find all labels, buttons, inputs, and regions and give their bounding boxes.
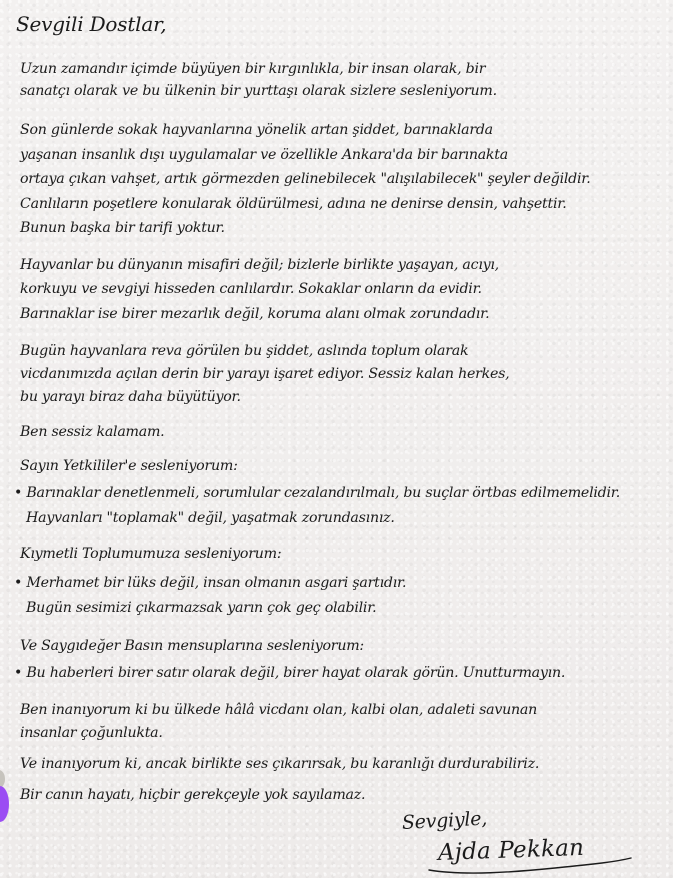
belief1-line-1: Ben inanıyorum ki bu ülkede hâlâ vicdanı olan, kalbi olan, adaleti savunan — [20, 702, 537, 718]
press-line-1: • Bu haberleri birer satır olarak değil, birer hayat olarak görün. Unutturmayın. — [14, 665, 566, 681]
belief2-line: Ve inanıyorum ki, ancak birlikte ses çıkarırsak, bu karanlığı durdurabiliriz. — [20, 756, 540, 772]
para3-line-2: vicdanımızda açılan derin bir yarayı işaret ediyor. Sessiz kalan herkes, — [20, 366, 510, 382]
society-heading: Kıymetli Toplumumuza sesleniyorum: — [20, 546, 282, 562]
intro-line-1: Uzun zamandır içimde büyüyen bir kırgınlıkla, bir insan olarak, bir — [20, 61, 486, 77]
para1-line-3: ortaya çıkan vahşet, artık görmezden gelinebilecek "alışılabilecek" şeyler değildir. — [20, 171, 591, 187]
signature: Ajda Pekkan — [437, 834, 585, 866]
officials-heading: Sayın Yetkililer'e sesleniyorum: — [20, 458, 238, 474]
statement: Ben sessiz kalamam. — [20, 424, 165, 440]
para3-line-1: Bugün hayvanlara reva görülen bu şiddet, aslında toplum olarak — [20, 343, 469, 359]
closing: Sevgiyle, — [401, 807, 488, 834]
society-line-1: • Merhamet bir lüks değil, insan olmanın asgari şartıdır. — [14, 575, 407, 591]
salutation: Sevgili Dostlar, — [16, 12, 167, 36]
press-heading: Ve Saygıdeğer Basın mensuplarına sesleniyorum: — [20, 638, 364, 654]
para2-line-2: korkuyu ve sevgiyi hisseden canlılardır. Sokaklar onların da evidir. — [20, 281, 482, 297]
officials-line-2: Hayvanları "toplamak" değil, yaşatmak zorundasınız. — [26, 510, 395, 526]
para1-line-2: yaşanan insanlık dışı uygulamalar ve özellikle Ankara'da bir barınakta — [20, 147, 508, 163]
society-line-2: Bugün sesimizi çıkarmazsak yarın çok geç olabilir. — [26, 600, 377, 616]
para1-line-5: Bunun başka bir tarifi yoktur. — [20, 220, 225, 236]
para3-line-3: bu yarayı biraz daha büyütüyor. — [20, 389, 241, 405]
para2-line-1: Hayvanlar bu dünyanın misafiri değil; bizlerle birlikte yaşayan, acıyı, — [20, 257, 499, 273]
signature-flourish — [425, 832, 635, 878]
edge-purple-mark — [0, 786, 9, 822]
para1-line-4: Canlıların poşetlere konularak öldürülmesi, adına ne denirse densin, vahşettir. — [20, 196, 567, 212]
final-line: Bir canın hayatı, hiçbir gerekçeyle yok sayılamaz. — [20, 787, 366, 803]
belief1-line-2: insanlar çoğunlukta. — [20, 725, 163, 741]
para2-line-3: Barınaklar ise birer mezarlık değil, koruma alanı olmak zorundadır. — [20, 306, 490, 322]
para1-line-1: Son günlerde sokak hayvanlarına yönelik artan şiddet, barınaklarda — [20, 122, 493, 138]
officials-line-1: • Barınaklar denetlenmeli, sorumlular cezalandırılmalı, bu suçlar örtbas edilmemelidir. — [14, 485, 621, 501]
intro-line-2: sanatçı olarak ve bu ülkenin bir yurttaşı olarak sizlere sesleniyorum. — [20, 83, 497, 99]
